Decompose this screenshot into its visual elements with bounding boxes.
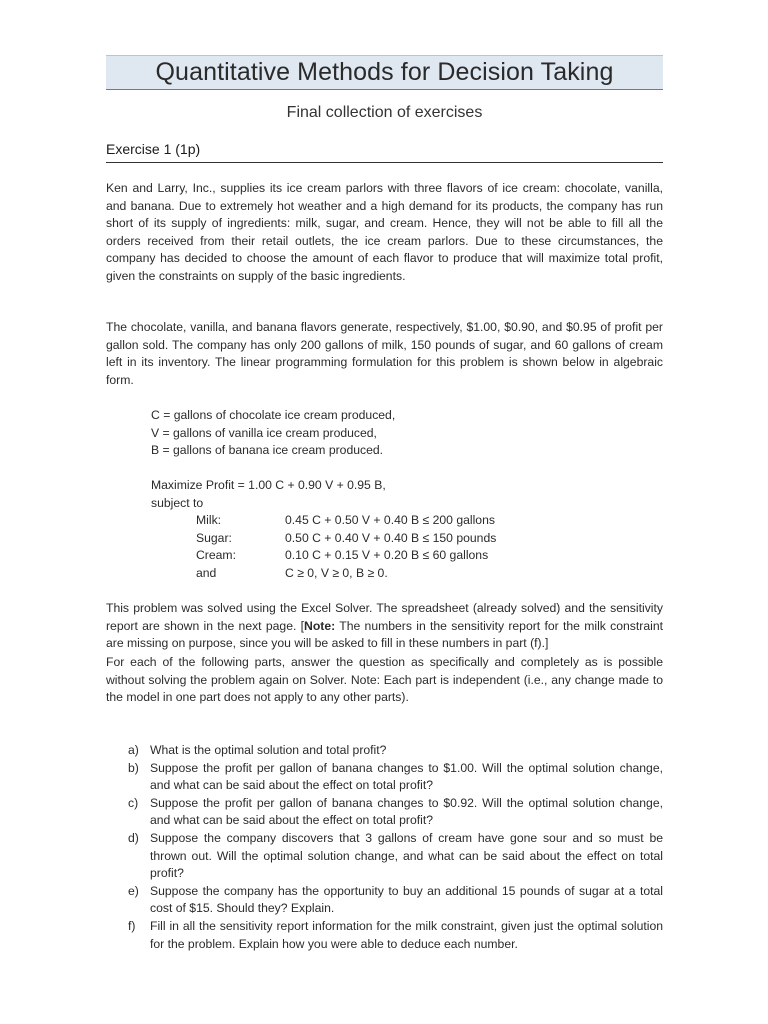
list-item xyxy=(106,795,663,830)
question-text: Suppose the company discovers that 3 gallons of cream have gone sour and so must be thrown out. Will the optimal solution change, and what can be said about the effect on total profit? xyxy=(150,830,663,881)
list-item xyxy=(106,883,663,918)
constraint-expression: C ≥ 0, V ≥ 0, B ≥ 0. xyxy=(285,565,388,580)
constraint-expression: 0.50 C + 0.40 V + 0.40 B ≤ 150 pounds xyxy=(285,530,497,545)
constraint-row xyxy=(151,565,386,583)
constraint-label: Sugar: xyxy=(196,530,232,545)
subject-to-label: subject to xyxy=(151,495,204,510)
constraint-label: and xyxy=(196,565,217,580)
constraint-row xyxy=(151,547,489,565)
title-band xyxy=(106,55,663,90)
questions-list xyxy=(106,742,663,953)
exercise-heading: Exercise 1 (1p) xyxy=(106,141,663,163)
solver-paragraph xyxy=(106,600,663,653)
question-label: d) xyxy=(128,830,139,845)
solver-text-end: The numbers in the sensitivity report for the milk constraint are missing on purpose, since you will be asked to fill in these numbers in part (f).] xyxy=(106,618,663,651)
definition-vanilla: V = gallons of vanilla ice cream produced, xyxy=(151,425,377,440)
document-subtitle: Final collection of exercises xyxy=(286,104,483,121)
definition-chocolate: C = gallons of chocolate ice cream produced, xyxy=(151,408,396,422)
question-text: Fill in all the sensitivity report information for the milk constraint, given just the optimal solution for the problem. Explain how you were able to deduce each number. xyxy=(150,918,663,951)
note-label: Note: xyxy=(304,618,336,633)
question-label: f) xyxy=(128,918,136,933)
profit-paragraph: The chocolate, vanilla, and banana flavors generate, respectively, $1.00, $0.90, and $0.95 of profit per gallon sold. The company has only 200 gallons of milk, 150 pounds of sugar, and 60 gallons of cream left in its inventory. The linear programming formulation for this problem is shown below in algebraic form. xyxy=(106,320,663,387)
constraint-label: Cream: xyxy=(196,548,236,563)
constraint-row xyxy=(151,512,495,530)
constraint-label: Milk: xyxy=(196,513,222,528)
list-item xyxy=(106,760,663,795)
intro-paragraph: Ken and Larry, Inc., supplies its ice cream parlors with three flavors of ice cream: chocolate, vanilla, and banana. Due to extremely hot weather and a high demand for its products, the company has run short of its supply of ingredients: milk, sugar, and cream. Hence, they will not be able to fill all the orders received from their retail outlets, the ice cream parlors. Due to these circumstances, the company has decided to choose the amount of each flavor to produce that will maximize total profit, given the constraints on supply of the basic ingredients. xyxy=(106,181,663,283)
list-item xyxy=(106,830,663,883)
list-item xyxy=(106,918,663,953)
constraint-expression: 0.45 C + 0.50 V + 0.40 B ≤ 200 gallons xyxy=(285,513,495,528)
objective-function: Maximize Profit = 1.00 C + 0.90 V + 0.95 B, xyxy=(151,478,386,492)
document-title: Quantitative Methods for Decision Taking xyxy=(155,58,614,86)
list-item xyxy=(106,742,663,760)
question-label: a) xyxy=(128,743,139,757)
solver-text-start: This problem was solved using the Excel Solver. The spreadsheet (already solved) and the sensitivity report are shown in the next page. [ xyxy=(106,601,663,633)
definition-banana: B = gallons of banana ice cream produced. xyxy=(151,443,384,458)
question-text: Suppose the company has the opportunity to buy an additional 15 pounds of sugar at a total cost of $15. Should they? Explain. xyxy=(150,883,663,916)
question-text: What is the optimal solution and total profit? xyxy=(150,743,387,757)
question-text: Suppose the profit per gallon of banana changes to $0.92. Will the optimal solution change, and what can be said about the effect on total profit? xyxy=(150,795,663,828)
instructions-paragraph: For each of the following parts, answer the question as specifically and completely as is possible without solving the problem again on Solver. Note: Each part is independent (i.e., any change made to the model in one part does not apply to any other parts). xyxy=(106,655,663,705)
question-label: b) xyxy=(128,760,139,775)
constraint-row xyxy=(151,530,497,548)
variable-definitions xyxy=(151,407,395,460)
lp-model xyxy=(151,477,497,583)
question-label: e) xyxy=(128,883,139,898)
constraint-expression: 0.10 C + 0.15 V + 0.20 B ≤ 60 gallons xyxy=(285,548,489,563)
question-label: c) xyxy=(128,795,139,810)
question-text: Suppose the profit per gallon of banana changes to $1.00. Will the optimal solution change, and what can be said about the effect on total profit? xyxy=(150,760,663,793)
